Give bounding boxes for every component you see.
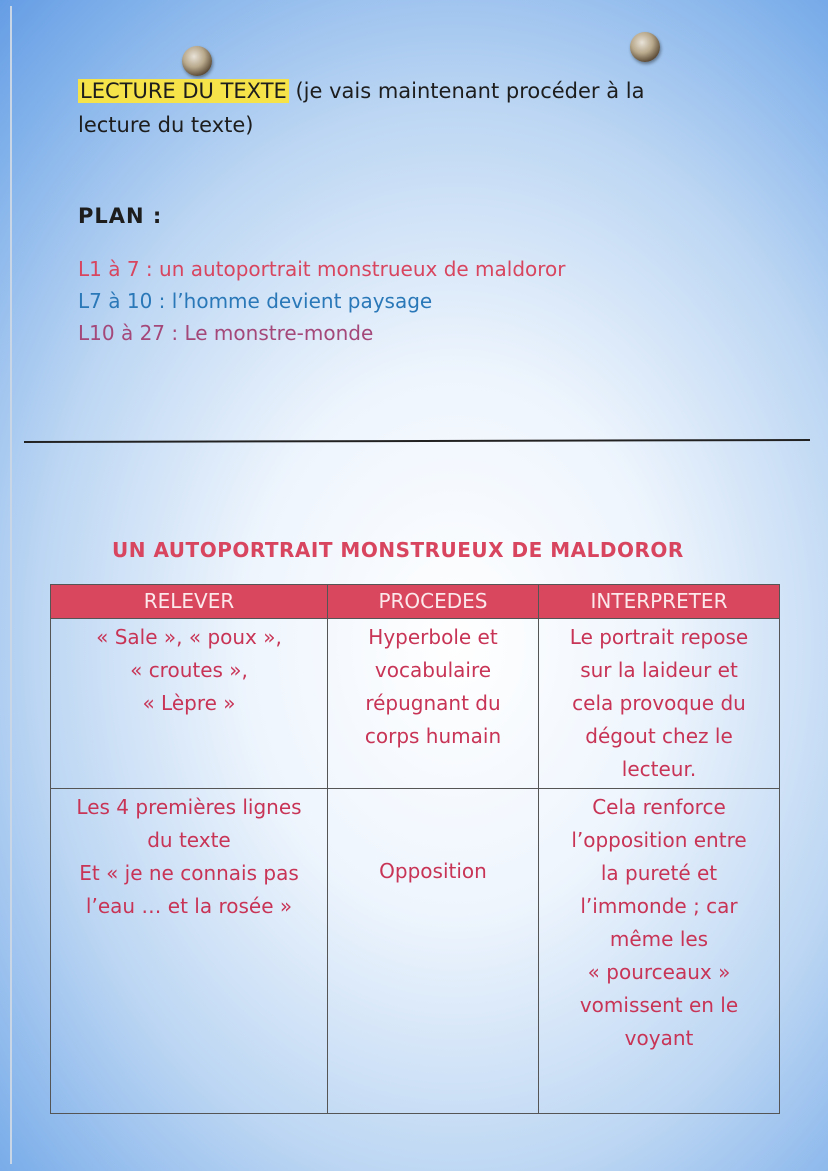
relever-cell [51,619,328,789]
cell-line: « Lèpre » [142,691,236,715]
table-row [51,619,780,789]
cell-line: Le portrait repose [569,625,749,649]
cell-line: « pourceaux » [587,960,731,984]
cell-line: Hyperbole et [368,625,498,649]
cell-line: Cela renforce [592,795,726,819]
interpreter-cell [539,619,780,789]
procedes-cell [328,619,539,789]
cell-line: même les [609,927,709,951]
cell-line: l’immonde ; car [580,894,738,918]
table-row [51,789,780,1114]
reading-intro-text: (je vais maintenant procéder à la [288,79,645,103]
procedes-cell [328,789,539,1114]
reading-intro-text-2: lecture du texte) [78,113,254,137]
interpreter-cell [539,789,780,1114]
column-header-relever: RELEVER [51,585,328,619]
column-header-procedes: PROCEDES [328,585,539,619]
plan-item: L7 à 10 : l’homme devient paysage [78,289,433,313]
section-title: UN AUTOPORTRAIT MONSTRUEUX DE MALDOROR [112,538,684,562]
reading-heading-highlight: LECTURE DU TEXTE [80,79,287,103]
plan-list [78,253,566,349]
cell-line: du texte [147,828,231,852]
pushpin-icon [182,46,212,76]
cell-line: répugnant du [365,691,501,715]
cell-line: cela provoque du [572,691,746,715]
cell-line: Et « je ne connais pas [79,861,299,885]
cell-line: voyant [624,1026,694,1050]
cell-line: lecteur. [621,757,697,781]
cell-line: sur la laideur et [580,658,738,682]
plan-item: L10 à 27 : Le monstre-monde [78,321,374,345]
cell-line: vocabulaire [374,658,492,682]
plan-heading: PLAN : [78,204,163,228]
cell-line: Les 4 premières lignes [76,795,302,819]
plan-item: L1 à 7 : un autoportrait monstrueux de maldoror [78,257,566,281]
cell-line: « croutes », [130,658,248,682]
cell-line: Opposition [379,859,487,883]
reading-intro [78,74,718,142]
cell-line: l’eau … et la rosée » [85,894,293,918]
cell-line: « Sale », « poux », [96,625,282,649]
column-header-interpreter: INTERPRETER [539,585,780,619]
cell-line: la pureté et [600,861,718,885]
table-header-row [51,585,780,619]
cell-line: vomissent en le [579,993,739,1017]
cell-line: corps humain [364,724,502,748]
analysis-table [50,584,780,1114]
relever-cell [51,789,328,1114]
cell-line: dégout chez le [585,724,733,748]
cell-line: l’opposition entre [571,828,747,852]
pushpin-icon [630,32,660,62]
